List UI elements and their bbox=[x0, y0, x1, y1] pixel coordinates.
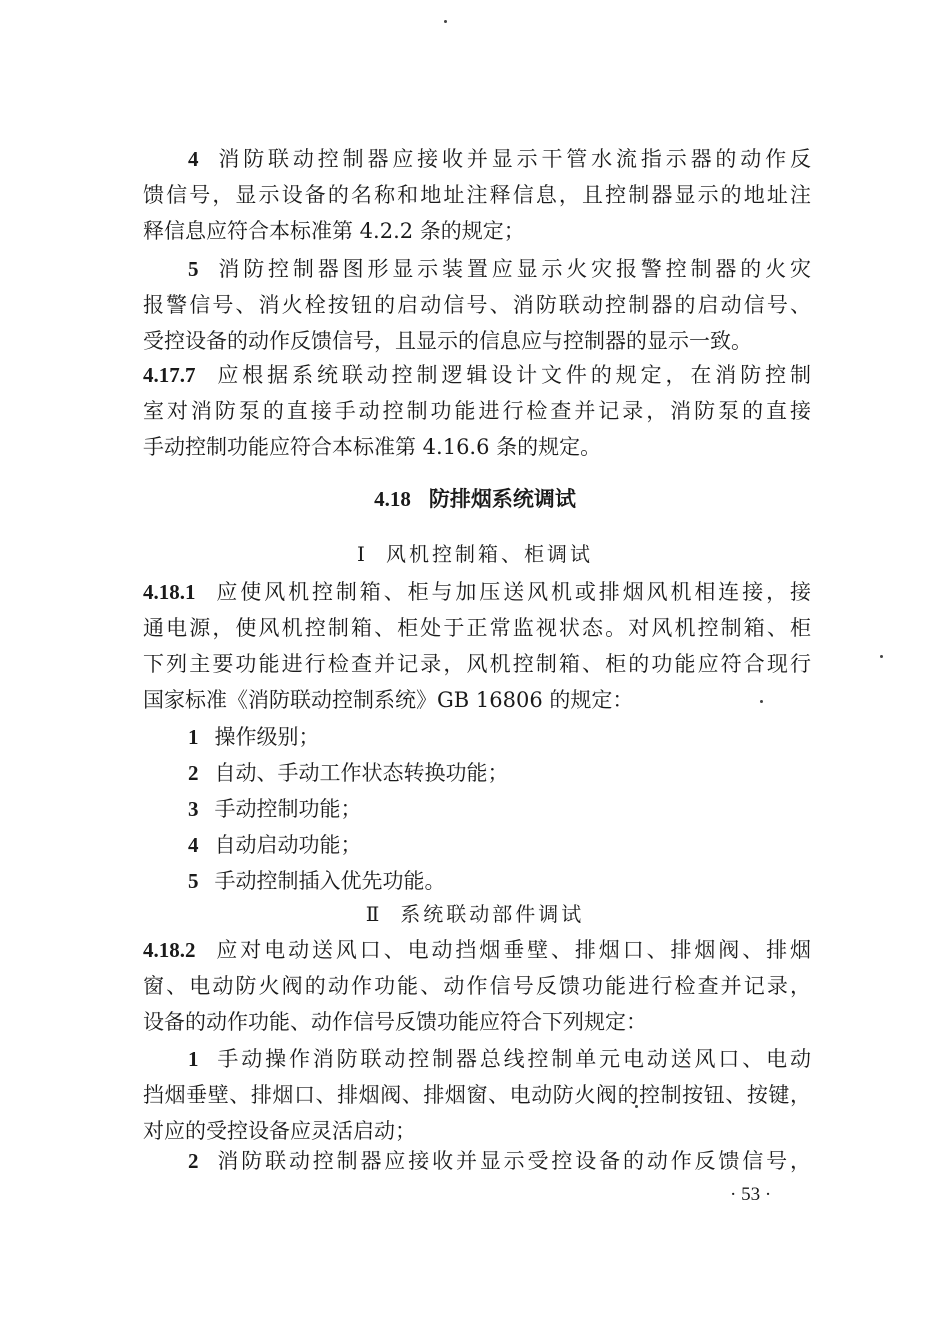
item-1-line-2: 挡烟垂壁、排烟口、排烟阀、排烟窗、电动防火阀的控制按钮、按键， bbox=[143, 1083, 811, 1107]
clause-4-18-1-line-3: 下列主要功能进行检查并记录，风机控制箱、柜的功能应符合现行 bbox=[143, 652, 811, 676]
item-4-line-3: 释信息应符合本标准第 4.2.2 条的规定； bbox=[143, 219, 525, 243]
scan-speck bbox=[444, 20, 447, 23]
item-number: 1 bbox=[188, 725, 199, 749]
clause-number: 4.18.2 bbox=[143, 938, 196, 962]
roman-numeral: Ⅱ bbox=[365, 902, 383, 926]
clause-4-17-7-line-3: 手动控制功能应符合本标准第 4.16.6 条的规定。 bbox=[143, 435, 602, 459]
clause-4-18-1-line-4: 国家标准《消防联动控制系统》GB 16806 的规定： bbox=[143, 688, 634, 712]
item-number: 2 bbox=[188, 1149, 199, 1173]
list-item bbox=[188, 755, 811, 791]
clause-4-18-2-line-2: 窗、电动防火阀的动作功能、动作信号反馈功能进行检查并记录， bbox=[143, 974, 811, 998]
item-text: 消防联动控制器应接收并显示受控设备的动作反馈信号， bbox=[214, 1149, 811, 1173]
item-text: 自动、手动工作状态转换功能； bbox=[214, 761, 509, 785]
item-2-line-1 bbox=[188, 1143, 811, 1179]
clause-4-17-7-line-2: 室对消防泵的直接手动控制功能进行检查并记录，消防泵的直接 bbox=[143, 399, 811, 423]
section-number: 4.18 bbox=[374, 487, 411, 511]
item-text: 自动启动功能； bbox=[214, 833, 362, 857]
item-5-line-1 bbox=[188, 251, 811, 287]
item-text: 消防联动控制器应接收并显示干管水流指示器的动作反 bbox=[214, 147, 811, 171]
item-text: 消防控制器图形显示装置应显示火灾报警控制器的火灾 bbox=[214, 257, 811, 281]
item-number: 2 bbox=[188, 761, 199, 785]
clause-number: 4.17.7 bbox=[143, 363, 196, 387]
list-item bbox=[188, 791, 811, 827]
clause-text: 应对电动送风口、电动挡烟垂壁、排烟口、排烟阀、排烟 bbox=[213, 938, 811, 962]
subsection-title: 系统联动部件调试 bbox=[400, 902, 585, 926]
list-item bbox=[188, 719, 811, 755]
list-item bbox=[188, 827, 811, 863]
item-text: 手动操作消防联动控制器总线控制单元电动送风口、电动 bbox=[214, 1047, 811, 1071]
page-number: · 53 · bbox=[730, 1184, 772, 1205]
section-heading bbox=[0, 481, 950, 517]
item-text: 手动控制插入优先功能。 bbox=[214, 869, 446, 893]
item-1-line-1 bbox=[188, 1041, 811, 1077]
item-number: 5 bbox=[188, 869, 199, 893]
clause-number: 4.18.1 bbox=[143, 580, 196, 604]
item-5-line-3: 受控设备的动作反馈信号，且显示的信息应与控制器的显示一致。 bbox=[143, 329, 752, 353]
subsection-heading-2 bbox=[0, 896, 950, 932]
section-title: 防排烟系统调试 bbox=[428, 487, 576, 511]
item-number: 3 bbox=[188, 797, 199, 821]
item-number: 1 bbox=[188, 1047, 199, 1071]
item-number: 4 bbox=[188, 833, 199, 857]
clause-4-18-2-line-1 bbox=[143, 932, 811, 968]
clause-text: 应根据系统联动控制逻辑设计文件的规定，在消防控制 bbox=[213, 363, 811, 387]
item-number: 4 bbox=[188, 147, 199, 171]
list-item bbox=[188, 863, 811, 899]
subsection-title: 风机控制箱、柜调试 bbox=[385, 542, 593, 566]
roman-numeral: Ⅰ bbox=[357, 542, 368, 566]
clause-text: 应使风机控制箱、柜与加压送风机或排烟风机相连接，接 bbox=[213, 580, 811, 604]
clause-4-17-7-line-1 bbox=[143, 357, 811, 393]
clause-4-18-2-line-3: 设备的动作功能、动作信号反馈功能应符合下列规定： bbox=[143, 1010, 647, 1034]
item-4-line-1 bbox=[188, 141, 811, 177]
item-5-line-2: 报警信号、消火栓按钮的启动信号、消防联动控制器的启动信号、 bbox=[143, 293, 811, 317]
scan-speck bbox=[880, 655, 883, 658]
clause-4-18-1-line-1 bbox=[143, 574, 811, 610]
item-text: 手动控制功能； bbox=[214, 797, 362, 821]
clause-4-18-1-line-2: 通电源，使风机控制箱、柜处于正常监视状态。对风机控制箱、柜 bbox=[143, 616, 811, 640]
subsection-heading-1 bbox=[0, 536, 950, 572]
item-1-line-3: 对应的受控设备应灵活启动； bbox=[143, 1119, 416, 1143]
item-number: 5 bbox=[188, 257, 199, 281]
item-4-line-2: 馈信号，显示设备的名称和地址注释信息，且控制器显示的地址注 bbox=[143, 183, 811, 207]
item-text: 操作级别； bbox=[214, 725, 320, 749]
